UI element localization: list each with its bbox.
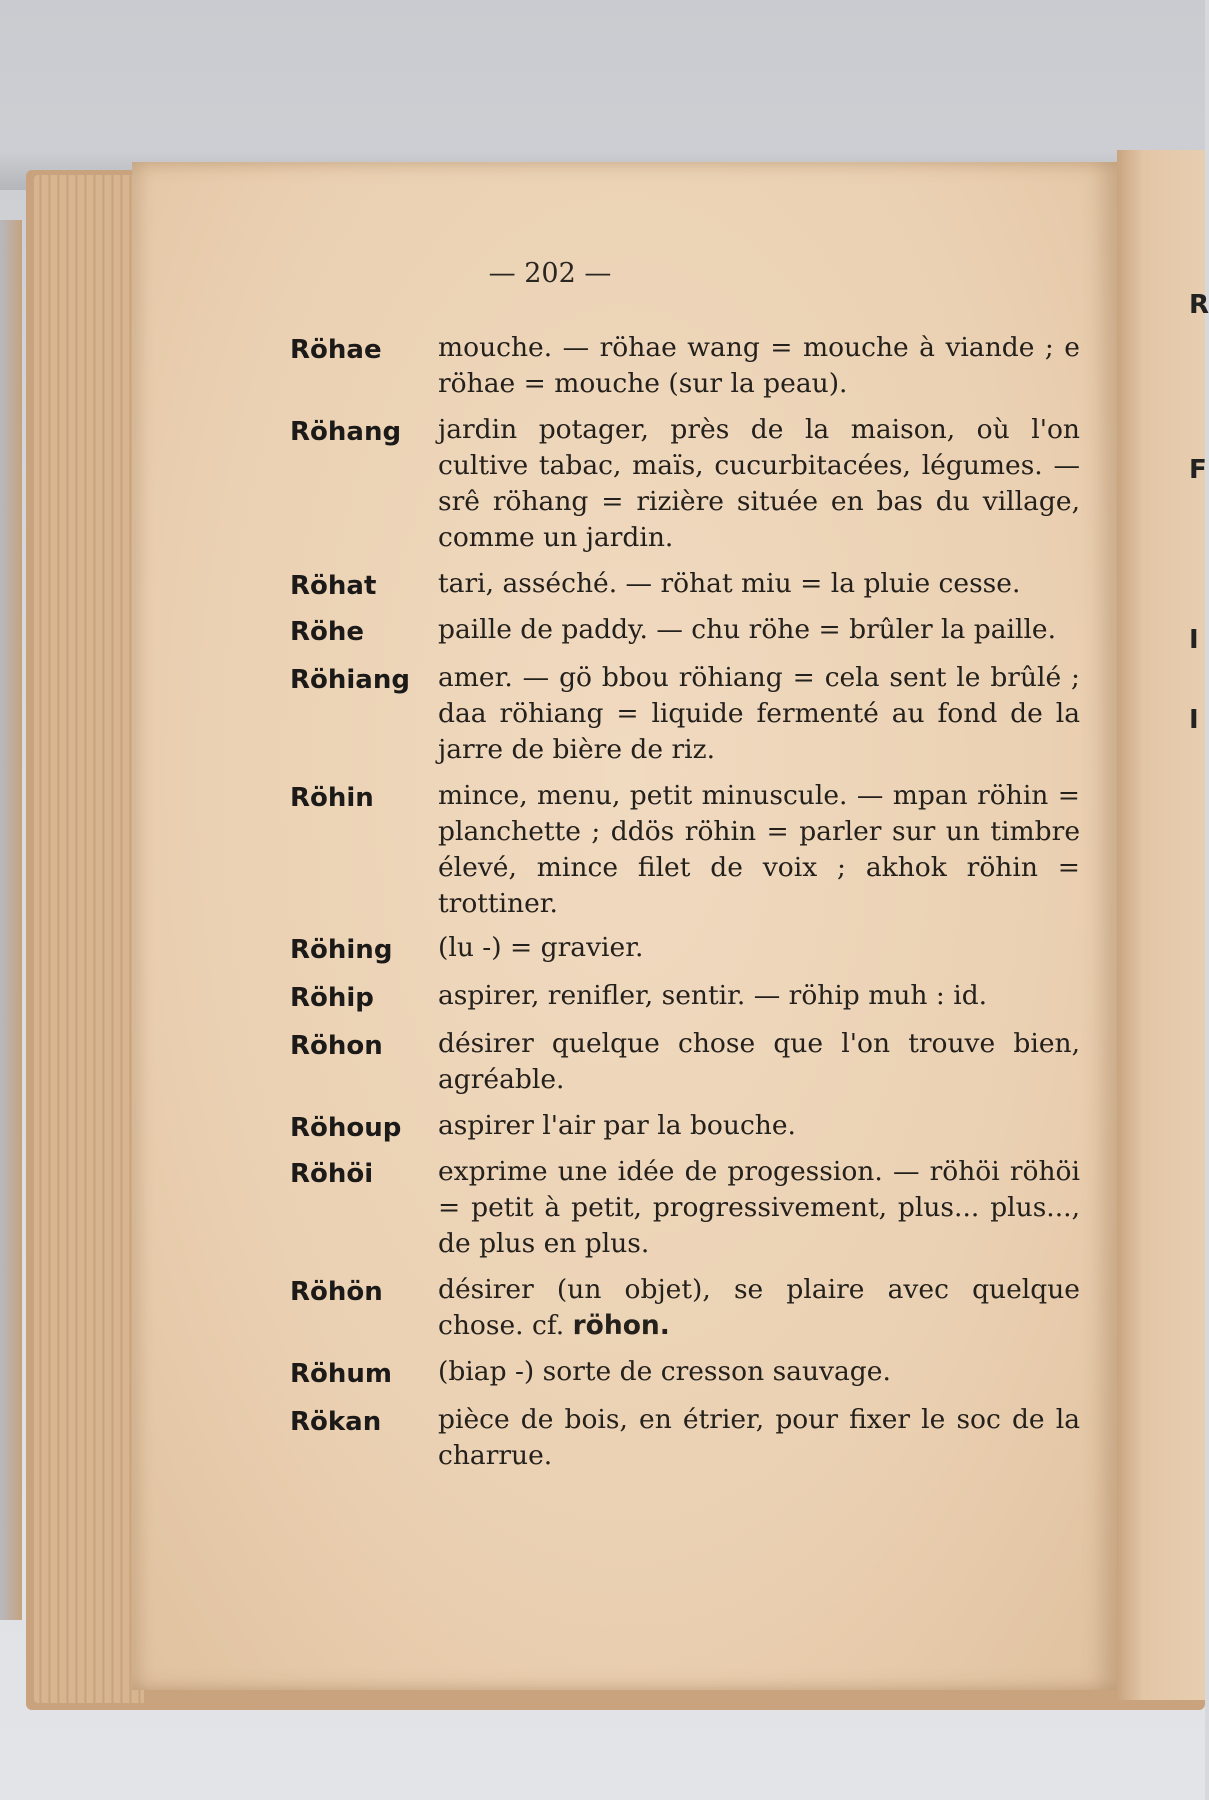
entry-headword: Röhon [290,1031,383,1061]
facing-page [1117,150,1209,1700]
entry-definition: amer. — gö bbou röhiang = cela sent le brûlé ; daa röhiang = liquide fermenté au fond de la jarre de bière de riz. [438,662,1080,765]
entry-headword: Röhing [290,935,393,965]
dictionary-entry [290,1108,1080,1146]
dictionary-entry [290,1354,1080,1392]
entry-headword: Röhöi [290,1159,374,1189]
facing-page-letter: F [1189,455,1207,485]
entry-definition: paille de paddy. — chu röhe = brûler la paille. [438,614,1057,645]
dictionary-entry [290,930,1080,968]
facing-page-letter: I [1189,625,1199,655]
dictionary-entry [290,1272,1080,1344]
entry-cross-reference: röhon. [572,1310,670,1341]
entry-headword: Röhum [290,1359,392,1389]
dictionary-entry [290,412,1080,556]
facing-page-letter: R [1189,290,1209,320]
dictionary-entry [290,566,1080,604]
entry-definition: désirer quelque chose que l'on trouve bien, agréable. [438,1028,1080,1095]
page-edges [34,175,144,1703]
entry-headword: Röhin [290,783,374,813]
entry-definition: (biap -) sorte de cresson sauvage. [438,1356,891,1387]
entry-headword: Röhae [290,335,382,365]
entry-headword: Röhön [290,1277,383,1307]
entry-definition: aspirer l'air par la bouche. [438,1110,796,1141]
entry-definition: mouche. — röhae wang = mouche à viande ; e röhae = mouche (sur la peau). [438,332,1080,399]
entry-definition: jardin potager, près de la maison, où l'on cultive tabac, maïs, cucurbitacées, légumes. — srê röhang = rizière située en bas du village, comme un jardin. [438,414,1080,553]
dictionary-entry [290,660,1080,768]
entry-headword: Rökan [290,1407,382,1437]
page-number: — 202 — [488,258,612,289]
entry-headword: Röhoup [290,1113,402,1143]
dictionary-entry [290,1154,1080,1262]
entry-definition: exprime une idée de progession. — röhöi röhöi = petit à petit, progressivement, plus... plus..., de plus en plus. [438,1156,1080,1259]
entry-definition: mince, menu, petit minuscule. — mpan röhin = planchette ; ddös röhin = parler sur un timbre élevé, mince filet de voix ; akhok röhin = trottiner. [438,780,1080,919]
dictionary-entry [290,978,1080,1016]
dictionary-entry [290,1026,1080,1098]
entry-definition: pièce de bois, en étrier, pour fixer le soc de la charrue. [438,1404,1080,1471]
entry-definition-text: désirer (un objet), se plaire avec quelque chose. cf. [438,1274,1080,1341]
entry-list [290,330,1080,1474]
dictionary-entry [290,612,1080,650]
entry-headword: Röhang [290,417,402,447]
book-cover-edge [0,220,22,1620]
entry-definition: aspirer, renifler, sentir. — röhip muh : id. [438,980,988,1011]
entry-headword: Röhip [290,983,374,1013]
entry-definition [438,1272,1080,1344]
entry-headword: Röhat [290,571,377,601]
facing-page-letter: I [1189,705,1199,735]
dictionary-entry [290,330,1080,402]
dictionary-entry [290,778,1080,922]
entry-definition: tari, asséché. — röhat miu = la pluie cesse. [438,568,1021,599]
entry-headword: Röhe [290,617,365,647]
entry-definition: (lu -) = gravier. [438,932,644,963]
dictionary-entry [290,1402,1080,1474]
entry-headword: Röhiang [290,665,410,695]
